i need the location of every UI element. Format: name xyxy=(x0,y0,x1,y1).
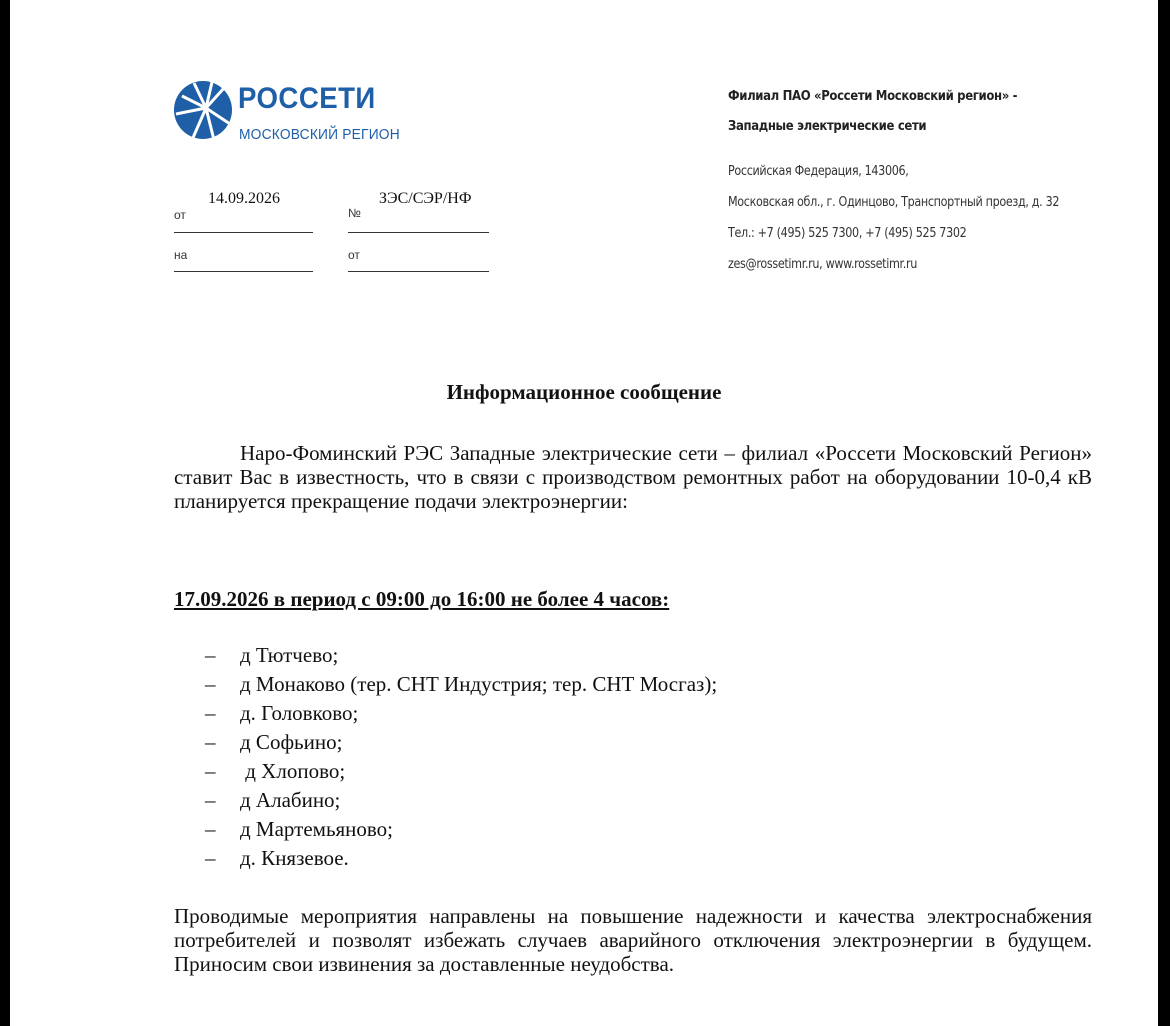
document-page xyxy=(10,0,1158,1026)
of-label: от xyxy=(348,248,360,262)
list-item: – д Тютчево; xyxy=(205,643,339,667)
outgoing-date: 14.09.2026 xyxy=(208,190,280,207)
outgoing-number: ЗЭС/СЭР/НФ xyxy=(379,190,472,207)
company-title-line2: Западные электрические сети xyxy=(728,119,927,134)
date-underline xyxy=(174,232,313,233)
list-item: – д Алабино; xyxy=(205,788,341,812)
list-item: – д Монаково (тер. СНТ Индустрия; тер. СНТ Мосгаз); xyxy=(205,672,718,696)
closing-paragraph: Проводимые мероприятия направлены на повышение надежности и качества электроснабжения потребителей и позволят избежать случаев аварийного отключения электроэнергии в будущем. Приносим свои извинения за доставленные неудобства. xyxy=(174,904,1092,976)
from-label: от xyxy=(174,208,186,222)
outage-date-line: 17.09.2026 в период с 09:00 до 16:00 не более 4 часов: xyxy=(174,587,670,611)
company-details xyxy=(728,82,1113,280)
on-label: на xyxy=(174,248,188,262)
company-title-line1: Филиал ПАО «Россети Московский регион» - xyxy=(728,89,1018,104)
company-address-line1: Российская Федерация, 143006, xyxy=(728,164,909,179)
rosseti-logo xyxy=(172,74,442,154)
rosseti-emblem-icon xyxy=(172,74,234,146)
document-title: Информационное сообщение xyxy=(446,380,722,404)
settlement-list xyxy=(205,641,717,873)
company-address-line2: Московская обл., г. Одинцово, Транспортный проезд, д. 32 xyxy=(728,195,1060,210)
number-underline xyxy=(348,232,489,233)
number-label: № xyxy=(348,206,361,220)
list-item: – д. Головково; xyxy=(205,701,359,725)
on-underline xyxy=(174,271,313,272)
of-underline xyxy=(348,271,489,272)
company-phone: Тел.: +7 (495) 525 7300, +7 (495) 525 7302 xyxy=(728,226,967,241)
list-item: – д Хлопово; xyxy=(205,759,346,783)
logo-name: РОССЕТИ xyxy=(238,82,376,115)
logo-region: МОСКОВСКИЙ РЕГИОН xyxy=(239,126,400,143)
list-item: – д Софьино; xyxy=(205,730,343,754)
list-item: – д Мартемьяново; xyxy=(205,817,394,841)
intro-paragraph: Наро-Фоминский РЭС Западные электрические сети – филиал «Россети Московский Регион» ставит Вас в известность, что в связи с производством ремонтных работ на оборудовании 10-0,4 кВ планируется прекращение подачи электроэнергии: xyxy=(174,441,1092,513)
list-item: – д. Князевое. xyxy=(205,846,349,870)
company-contacts: zes@rossetimr.ru, www.rossetimr.ru xyxy=(728,257,917,272)
